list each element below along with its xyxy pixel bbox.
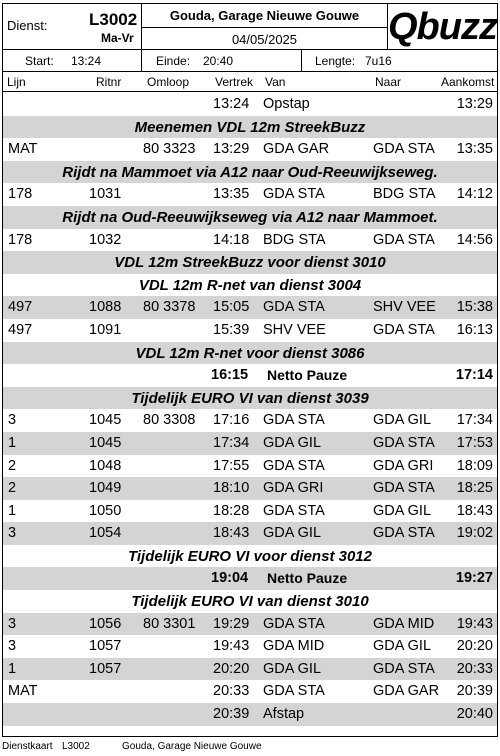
col-lijn: Lijn [7,75,26,89]
cell-ritnr: 1054 [89,525,122,542]
cell-lijn: MAT [8,683,38,700]
pause-row [3,567,497,590]
cell-ritnr: 1045 [89,412,122,429]
section-title-row [3,387,497,410]
trip-row [3,680,497,703]
date: 04/05/2025 [231,32,298,47]
einde-label: Einde: [156,54,191,68]
cell-ritnr: 1091 [89,321,122,338]
cell-aankomst: 16:13 [456,321,493,338]
col-ritnr: Ritnr [96,75,122,89]
col-aankomst: Aankomst [441,75,495,89]
trip-row [3,703,497,726]
dienstkaart [2,3,498,737]
cell-van: GDA STA [263,683,325,700]
cell-van: GDA GRI [263,480,324,497]
trip-row [3,409,497,432]
section-title-row [3,116,497,139]
cell-aankomst: 14:56 [456,231,493,248]
cell-aankomst: 17:34 [456,412,493,429]
section-title: Tijdelijk EURO VI van dienst 3010 [131,593,369,611]
cell-ritnr: 1050 [89,502,122,519]
cell-van: GDA GIL [263,660,322,677]
cell-vertrek: 13:35 [213,186,250,203]
section-title-row [3,274,497,297]
section-title: VDL 12m StreekBuzz voor dienst 3010 [114,254,386,272]
cell-lijn: 497 [8,299,33,316]
section-title: Tijdelijk EURO VI van dienst 3039 [131,389,369,407]
cell-van: GDA GIL [263,434,322,451]
cell-naar: GDA GAR [373,683,440,700]
start-label: Start: [25,54,54,68]
dienst-label: Dienst: [7,18,48,33]
col-van: Van [265,75,286,89]
cell-van: SHV VEE [263,321,326,338]
cell-vertrek: 19:04 [211,570,249,587]
cell-van: GDA STA [263,299,325,316]
cell-lijn: 1 [8,660,17,677]
cell-aankomst: 20:39 [456,683,493,700]
cell-lijn: 497 [8,321,33,338]
cell-van: GDA STA [263,457,325,474]
cell-lijn: 3 [8,525,17,542]
start-value: 13:24 [71,54,102,68]
cell-naar: BDG STA [373,186,436,203]
cell-lijn: 3 [8,412,17,429]
col-omloop: Omloop [147,75,190,89]
cell-vertrek: 20:33 [213,683,250,700]
cell-aankomst: 13:29 [456,96,493,112]
cell-van: Netto Pauze [267,570,348,587]
divider [301,50,302,71]
col-naar: Naar [375,75,402,89]
cell-aankomst: 20:20 [456,638,493,655]
cell-van: GDA STA [263,615,325,632]
cell-naar: GDA GIL [373,638,432,655]
cell-lijn: 2 [8,480,17,497]
cell-vertrek: 18:28 [213,502,250,519]
cell-vertrek: 17:55 [213,457,250,474]
cell-naar: GDA GRI [373,457,434,474]
qbuzz-logo: Qbuzz [388,6,497,48]
cell-naar: SHV VEE [373,299,436,316]
trip-row [3,183,497,206]
cell-vertrek: 19:29 [213,615,250,632]
cell-vertrek: 18:43 [213,525,250,542]
dienst-code: L3002 [89,10,138,29]
footer-place: Gouda, Garage Nieuwe Gouwe [122,741,262,752]
trip-row [3,432,497,455]
cell-lijn: 178 [8,186,33,203]
cell-van: BDG STA [263,231,326,248]
cell-omloop: 80 3378 [143,299,196,316]
cell-lijn: MAT [8,141,38,158]
cell-ritnr: 1056 [89,615,122,632]
section-title-row [3,590,497,613]
cell-vertrek: 14:18 [213,231,250,248]
cell-ritnr: 1057 [89,660,122,677]
trip-row [3,477,497,500]
cell-ritnr: 1045 [89,434,122,451]
trip-row [3,635,497,658]
cell-aankomst: 20:33 [456,660,493,677]
trip-list [3,93,497,726]
section-title: Rijdt na Oud-Reeuwijkseweg via A12 naar Mammoet. [62,208,438,226]
col-vertrek: Vertrek [215,75,254,89]
cell-aankomst: 18:25 [456,480,493,497]
days: Ma-Vr [101,31,134,45]
trip-row [3,319,497,342]
cell-naar: GDA STA [373,231,435,248]
trip-row [3,500,497,523]
cell-naar: GDA STA [373,660,435,677]
section-title: VDL 12m R-net voor dienst 3086 [135,344,365,362]
cell-vertrek: 13:29 [213,141,250,158]
footer-dienst: L3002 [62,741,90,752]
column-headers [3,72,497,92]
cell-naar: GDA STA [373,434,435,451]
cell-lijn: 178 [8,231,33,248]
trip-row [3,229,497,252]
trip-row [3,613,497,636]
cell-aankomst: 19:43 [456,615,493,632]
cell-aankomst: 15:38 [456,299,493,316]
cell-aankomst: 19:02 [456,525,493,542]
pause-row [3,364,497,387]
cell-vertrek: 13:24 [213,96,250,112]
cell-naar: GDA STA [373,525,435,542]
cell-van: GDA GAR [263,141,330,158]
cell-vertrek: 15:05 [213,299,250,316]
cell-van: Opstap [263,96,310,112]
header [3,4,497,50]
cell-van: GDA STA [263,502,325,519]
cell-ritnr: 1048 [89,457,122,474]
cell-naar: GDA STA [373,321,435,338]
cell-naar: GDA STA [373,480,435,497]
section-title-row [3,161,497,184]
trip-row [3,658,497,681]
footer-label: Dienstkaart [2,741,53,752]
cell-vertrek: 17:16 [213,412,250,429]
cell-aankomst: 18:43 [456,502,493,519]
trip-row [3,138,497,161]
cell-ritnr: 1057 [89,638,122,655]
cell-van: GDA MID [263,638,325,655]
cell-aankomst: 20:40 [456,706,493,723]
cell-aankomst: 13:35 [456,141,493,158]
trip-row [3,455,497,478]
cell-naar: GDA MID [373,615,435,632]
cell-vertrek: 20:20 [213,660,250,677]
cell-vertrek: 18:10 [213,480,250,497]
section-title-row [3,251,497,274]
cell-lijn: 3 [8,638,17,655]
cell-ritnr: 1031 [89,186,122,203]
section-title-row [3,342,497,365]
trip-row [3,522,497,545]
cell-ritnr: 1088 [89,299,122,316]
cell-lijn: 1 [8,502,17,519]
section-title: Tijdelijk EURO VI voor dienst 3012 [128,547,372,565]
cell-van: GDA STA [263,186,325,203]
cell-aankomst: 17:53 [456,434,493,451]
garage-name: Gouda, Garage Nieuwe Gouwe [142,4,387,28]
section-title-row [3,545,497,568]
cell-vertrek: 20:39 [213,706,250,723]
cell-ritnr: 1032 [89,231,122,248]
cell-omloop: 80 3323 [143,141,196,158]
cell-aankomst: 17:14 [455,367,493,384]
cell-omloop: 80 3301 [143,615,196,632]
cell-aankomst: 14:12 [456,186,493,203]
trip-row [3,296,497,319]
lengte-value: 7u16 [365,54,392,68]
cell-lijn: 3 [8,615,17,632]
cell-ritnr: 1049 [89,480,122,497]
cell-van: GDA STA [263,412,325,429]
cell-vertrek: 15:39 [213,321,250,338]
section-title: Meenemen VDL 12m StreekBuzz [134,118,366,136]
cell-naar: GDA GIL [373,502,432,519]
cell-omloop: 80 3308 [143,412,196,429]
cell-lijn: 1 [8,434,17,451]
cell-aankomst: 19:27 [455,570,493,587]
cell-naar: GDA STA [373,141,435,158]
section-title-row [3,206,497,229]
section-title: Rijdt na Mammoet via A12 naar Oud-Reeuwijkseweg. [62,163,438,181]
divider [141,50,142,71]
cell-vertrek: 17:34 [213,434,250,451]
trip-row [3,93,497,116]
cell-van: Netto Pauze [267,367,348,384]
lengte-label: Lengte: [315,54,356,68]
section-title: VDL 12m R-net van dienst 3004 [138,276,362,294]
einde-value: 20:40 [203,54,234,68]
info-row [3,50,497,72]
cell-lijn: 2 [8,457,17,474]
cell-van: Afstap [263,706,305,723]
cell-aankomst: 18:09 [456,457,493,474]
cell-vertrek: 19:43 [213,638,250,655]
cell-vertrek: 16:15 [211,367,249,384]
cell-van: GDA GIL [263,525,322,542]
cell-naar: GDA GIL [373,412,432,429]
